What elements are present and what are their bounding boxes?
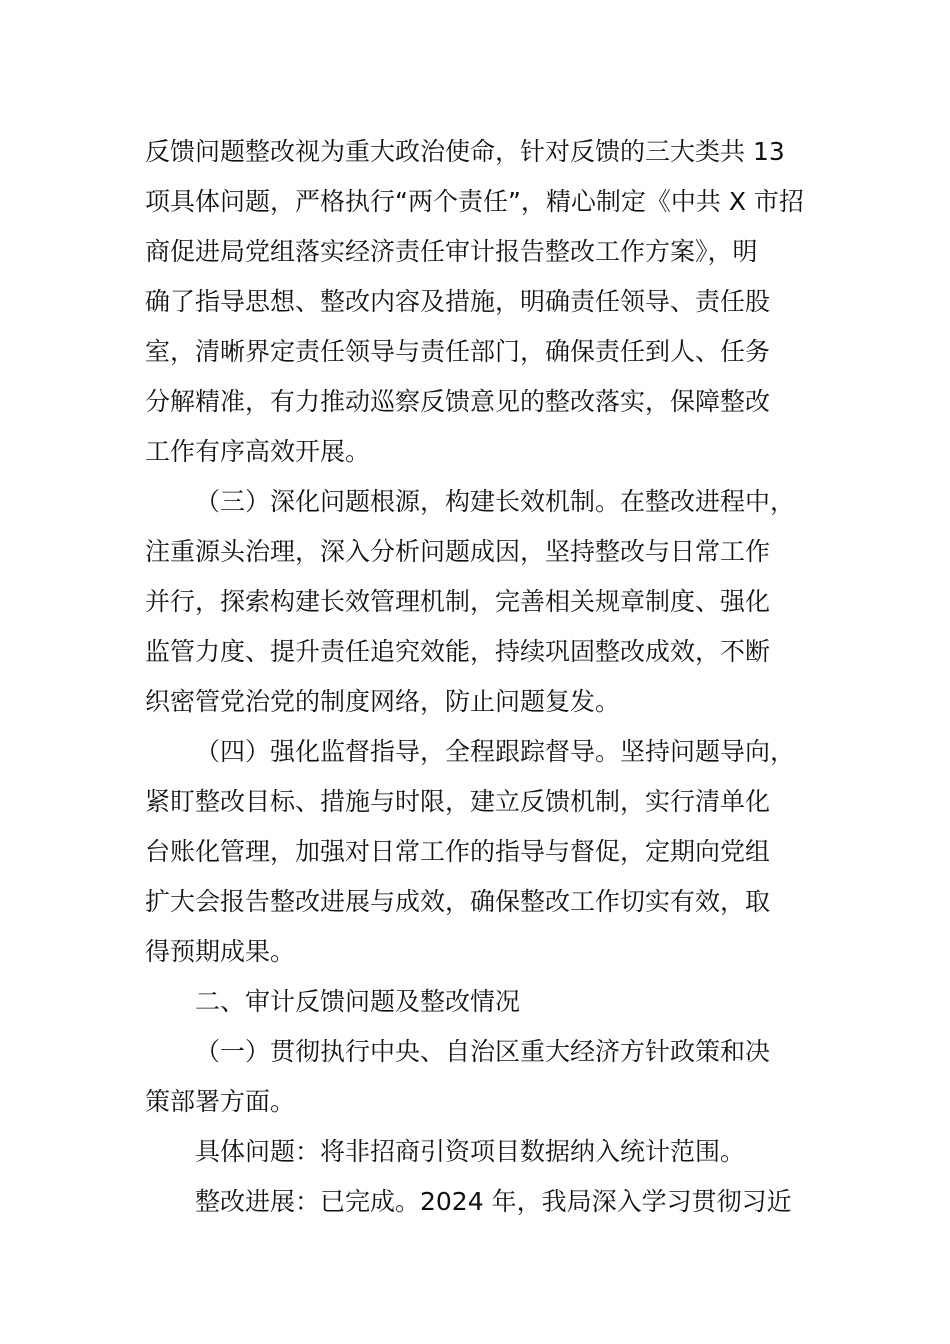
text-line: 监管力度、提升责任追究效能，持续巩固整改成效，不断	[145, 637, 771, 666]
text-line: （三）深化问题根源，构建长效机制。在整改进程中，	[195, 487, 796, 516]
text-line: 分解精准，有力推动巡察反馈意见的整改落实，保障整改	[145, 387, 771, 416]
document-page	[145, 127, 825, 1227]
text-line: 得预期成果。	[145, 937, 296, 966]
text-line: 反馈问题整改视为重大政治使命，针对反馈的三大类共 13	[145, 137, 785, 166]
paragraph	[145, 977, 825, 1027]
text-line: 台账化管理，加强对日常工作的指导与督促，定期向党组	[145, 837, 771, 866]
text-line: 注重源头治理，深入分析问题成因，坚持整改与日常工作	[145, 537, 771, 566]
document-body	[145, 127, 825, 1227]
text-line: 确了指导思想、整改内容及措施，明确责任领导、责任股	[145, 287, 771, 316]
text-line: 工作有序高效开展。	[145, 437, 371, 466]
text-line: 并行，探索构建长效管理机制，完善相关规章制度、强化	[145, 587, 771, 616]
text-line: 具体问题：将非招商引资项目数据纳入统计范围。	[195, 1137, 746, 1166]
paragraph	[145, 1127, 825, 1177]
text-line: 二、审计反馈问题及整改情况	[195, 987, 521, 1016]
paragraph	[145, 727, 825, 977]
text-line: 整改进展：已完成。2024 年，我局深入学习贯彻习近	[195, 1187, 792, 1216]
paragraph	[145, 1027, 825, 1127]
paragraph	[145, 1177, 825, 1227]
text-line: 策部署方面。	[145, 1087, 296, 1116]
text-line: 扩大会报告整改进展与成效，确保整改工作切实有效，取	[145, 887, 771, 916]
text-line: 织密管党治党的制度网络，防止问题复发。	[145, 687, 621, 716]
text-line: （一）贯彻执行中央、自治区重大经济方针政策和决	[195, 1037, 771, 1066]
paragraph	[145, 127, 825, 477]
text-line: 紧盯整改目标、措施与时限，建立反馈机制，实行清单化	[145, 787, 771, 816]
text-line: 项具体问题，严格执行“两个责任”，精心制定《中共 X 市招	[145, 187, 804, 216]
text-line: 室，清晰界定责任领导与责任部门，确保责任到人、任务	[145, 337, 771, 366]
text-line: 商促进局党组落实经济责任审计报告整改工作方案》，明	[145, 237, 758, 266]
paragraph	[145, 477, 825, 727]
text-line: （四）强化监督指导，全程跟踪督导。坚持问题导向，	[195, 737, 796, 766]
